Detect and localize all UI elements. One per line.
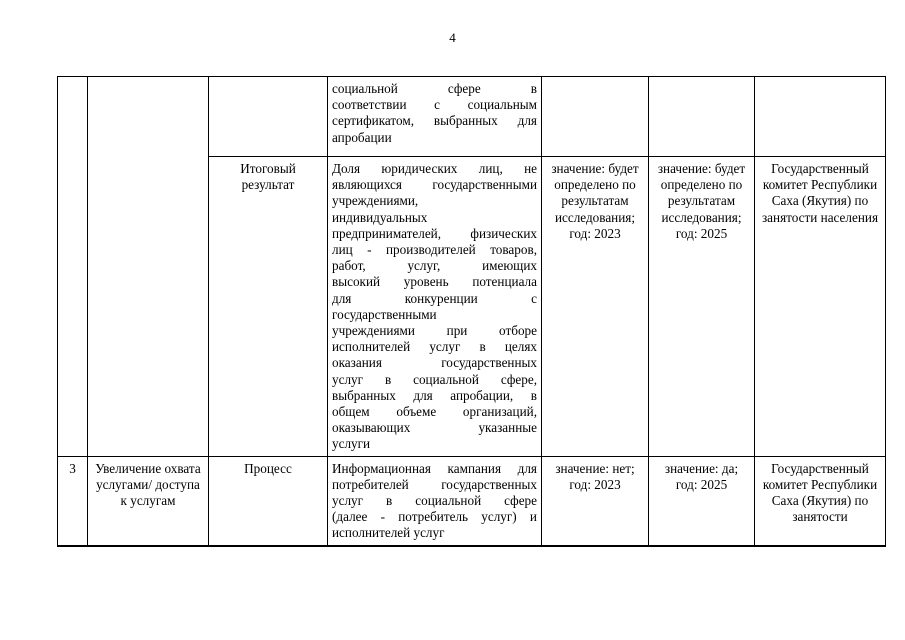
- indicator-line: учреждениями при отборе: [332, 323, 537, 339]
- indicator-cell: [328, 456, 542, 546]
- base-value-cell: значение: будет определено по результатам исследования; год: 2023: [542, 157, 649, 457]
- document-table: [57, 76, 886, 547]
- target-value-cell: значение: будет определено по результатам исследования; год: 2025: [649, 157, 755, 457]
- indicator-line: Информационная кампания для: [332, 460, 537, 476]
- responsible-cell: [755, 77, 886, 157]
- indicator-line: услуги: [332, 436, 371, 452]
- indicator-line: работ, услуг, имеющих: [332, 258, 537, 274]
- indicator-line: высокий уровень потенциала: [332, 274, 537, 290]
- row-number-cell: [58, 77, 88, 457]
- indicator-line: для конкуренции с: [332, 290, 537, 306]
- indicator-line: Доля юридических лиц, не: [332, 161, 537, 176]
- task-cell: Увеличение охвата услугами/ доступа к услугам: [88, 456, 209, 546]
- responsible-cell: Государственный комитет Республики Саха (Якутия) по занятости населения: [755, 157, 886, 457]
- table-row: [58, 77, 886, 157]
- indicator-cell: [328, 77, 542, 157]
- row-number-cell: 3: [58, 456, 88, 546]
- result-type-cell: [209, 77, 328, 157]
- indicator-line: лиц - производителей товаров,: [332, 242, 537, 258]
- indicator-line: выбранных для апробации, в: [332, 387, 537, 403]
- page-number: 4: [449, 30, 456, 45]
- indicator-line: соответствии с социальным: [332, 97, 537, 113]
- target-value-cell: значение: да; год: 2025: [649, 456, 755, 546]
- indicator-line: учреждениями,: [332, 193, 419, 209]
- indicator-line: являющихся государственными: [332, 177, 537, 193]
- indicator-line: услуг в социальной сфере: [332, 493, 537, 509]
- indicator-line: социальной сфере в: [332, 81, 537, 96]
- indicator-line: потребителей государственных: [332, 476, 537, 492]
- result-type-cell: Итоговый результат: [209, 157, 328, 457]
- base-value-cell: [542, 77, 649, 157]
- indicator-line: оказывающих указанные: [332, 420, 537, 436]
- indicator-line: оказания государственных: [332, 355, 537, 371]
- indicator-line: сертификатом, выбранных для: [332, 113, 537, 129]
- table-row: [58, 456, 886, 546]
- indicator-cell: [328, 157, 542, 457]
- base-value-cell: значение: нет; год: 2023: [542, 456, 649, 546]
- responsible-cell: Государственный комитет Республики Саха (Якутия) по занятости: [755, 456, 886, 546]
- result-type-cell: Процесс: [209, 456, 328, 546]
- task-cell: [88, 77, 209, 457]
- target-value-cell: [649, 77, 755, 157]
- indicator-line: государственными: [332, 306, 437, 322]
- indicator-line: общем объеме организаций,: [332, 404, 537, 420]
- indicator-line: предпринимателей, физических: [332, 225, 537, 241]
- indicator-line: исполнителей услуг в целях: [332, 339, 537, 355]
- indicator-line: исполнителей услуг: [332, 525, 445, 541]
- indicator-line: (далее - потребитель услуг) и: [332, 509, 537, 525]
- indicator-line: индивидуальных: [332, 209, 428, 225]
- indicator-line: услуг в социальной сфере,: [332, 371, 537, 387]
- indicator-line: апробации: [332, 129, 392, 145]
